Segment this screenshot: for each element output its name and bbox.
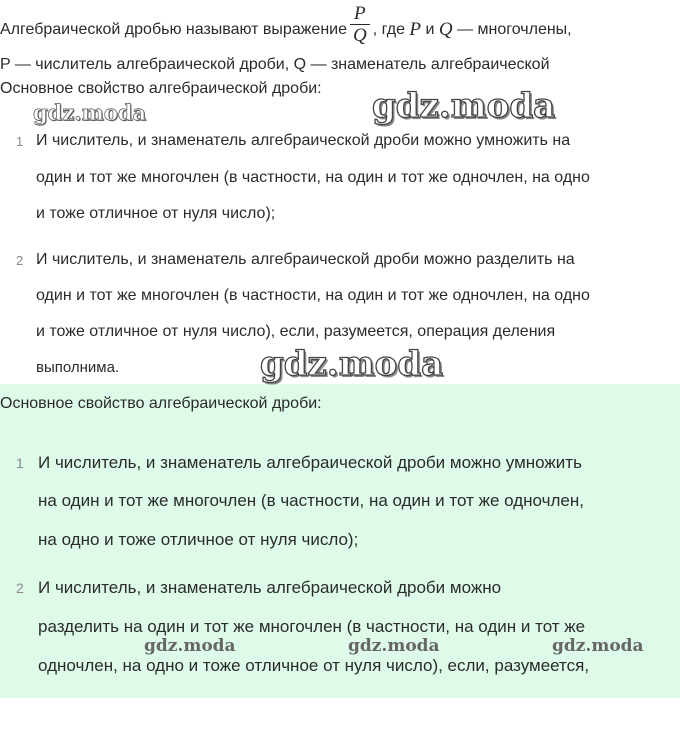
property-item-2-line-3: и тоже отличное от нуля число), если, разумеется, операция деления	[36, 323, 556, 340]
list-marker-1: 1	[16, 134, 24, 149]
property-item-2-line-1: И числитель, и знаменатель алгебраической дроби можно разделить на	[36, 251, 575, 268]
fraction-numerator: P	[354, 3, 366, 24]
definition-line-1	[0, 3, 572, 51]
definition-text-start: Алгебраической дробью называют выражение	[0, 20, 347, 38]
property-heading: Основное свойство алгебраической дроби:	[0, 80, 322, 97]
fraction-denominator: Q	[352, 25, 367, 46]
highlight-item-1-line-3: на одно и тоже отличное от нуля число);	[38, 530, 359, 549]
property-item-1-line-2: один и тот же многочлен (в частности, на один и тот же одночлен, на одно	[36, 169, 590, 186]
definition-line-2: P — числитель алгебраической дроби, Q — знаменатель алгебраической	[0, 56, 550, 72]
watermark-logo: gdz.moda	[372, 86, 556, 126]
highlight-item-1-line-2: на один и тот же многочлен (в частности, на один и тот же одночлен,	[38, 491, 584, 510]
definition-block	[0, 0, 680, 72]
variable-p: P	[409, 18, 422, 40]
list-marker-2: 2	[16, 253, 24, 268]
property-item-1-line-1: И числитель, и знаменатель алгебраической дроби можно умножить на	[36, 132, 571, 149]
watermark-logo: gdz.moda	[348, 636, 440, 656]
highlight-heading: Основное свойство алгебраической дроби:	[0, 395, 322, 412]
definition-text-mid: , где	[372, 20, 405, 38]
definition-text-end: — многочлены,	[457, 20, 572, 38]
highlight-item-1-line-1: И числитель, и знаменатель алгебраической дроби можно умножить	[38, 453, 582, 472]
highlight-item-2-line-3: одночлен, на одно и тоже отличное от нуля число), если, разумеется,	[38, 656, 590, 675]
highlight-item-2-line-1: И числитель, и знаменатель алгебраической дроби можно	[38, 578, 502, 597]
watermark-logo: gdz.moda	[33, 100, 147, 125]
watermark-logo: gdz.moda	[552, 636, 644, 656]
fraction-p-over-q	[350, 4, 370, 47]
property-item-2-line-2: один и тот же многочлен (в частности, на один и тот же одночлен, на одно	[36, 287, 590, 304]
property-item-1-line-3: и тоже отличное от нуля число);	[36, 205, 276, 222]
highlight-item-2-line-2: разделить на один и тот же многочлен (в частности, на один и тот же	[38, 617, 586, 636]
variable-q: Q	[438, 18, 453, 40]
highlight-marker-2: 2	[16, 580, 24, 596]
highlight-marker-1: 1	[16, 455, 24, 471]
watermark-logo: gdz.moda	[144, 636, 236, 656]
property-item-2-line-4: выполнима.	[36, 359, 120, 376]
conjunction: и	[425, 20, 435, 38]
watermark-logo: gdz.moda	[260, 344, 444, 384]
